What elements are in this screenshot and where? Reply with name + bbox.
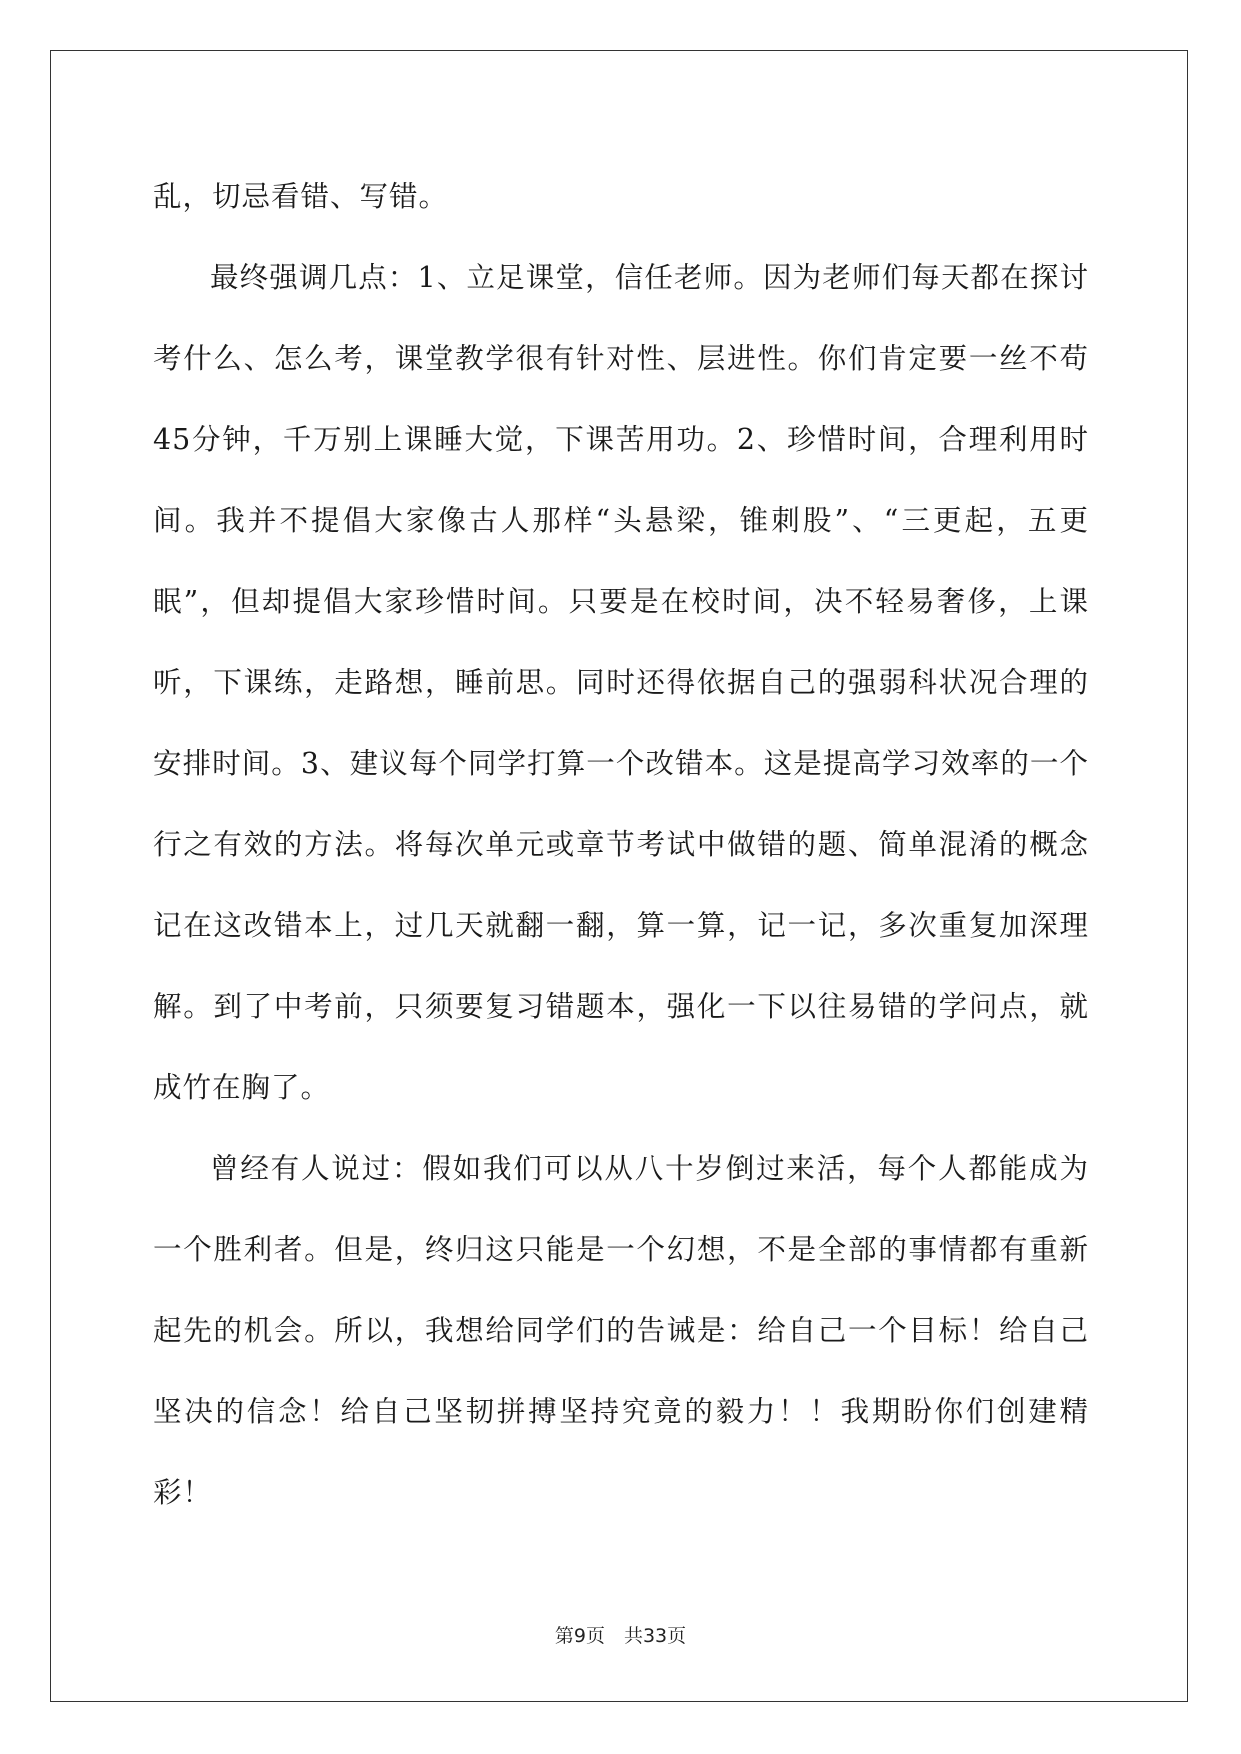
document-body — [153, 156, 1089, 1533]
page-number-footer: 第9页 共33页 — [554, 1625, 687, 1647]
paragraph-continuation: 乱，切忌看错、写错。 — [153, 180, 449, 213]
paragraph-key-points: 最终强调几点：1、立足课堂，信任老师。因为老师们每天都在探讨考什么、怎么考，课堂教学很有针对性、层进性。你们肯定要一丝不苟45分钟，千万别上课睡大觉，下课苦用功。2、珍惜时间，合理利用时间。我并不提倡大家像古人那样“头悬梁，锥刺股”、“三更起，五更眠”，但却提倡大家珍惜时间。只要是在校时间，决不轻易奢侈，上课听，下课练，走路想，睡前思。同时还得依据自己的强弱科状况合理的安排时间。3、建议每个同学打算一个改错本。这是提高学习效率的一个行之有效的方法。将每次单元或章节考试中做错的题、简单混淆的概念记在这改错本上，过几天就翻一翻，算一算，记一记，多次重复加深理解。到了中考前，只须要复习错题本，强化一下以往易错的学问点，就成竹在胸了。 — [153, 261, 1089, 1104]
paragraph-closing: 曾经有人说过：假如我们可以从八十岁倒过来活，每个人都能成为一个胜利者。但是，终归这只能是一个幻想，不是全部的事情都有重新起先的机会。所以，我想给同学们的告诫是：给自己一个目标！给自己坚决的信念！给自己坚韧拼搏坚持究竟的毅力！！我期盼你们创建精彩！ — [153, 1152, 1089, 1509]
